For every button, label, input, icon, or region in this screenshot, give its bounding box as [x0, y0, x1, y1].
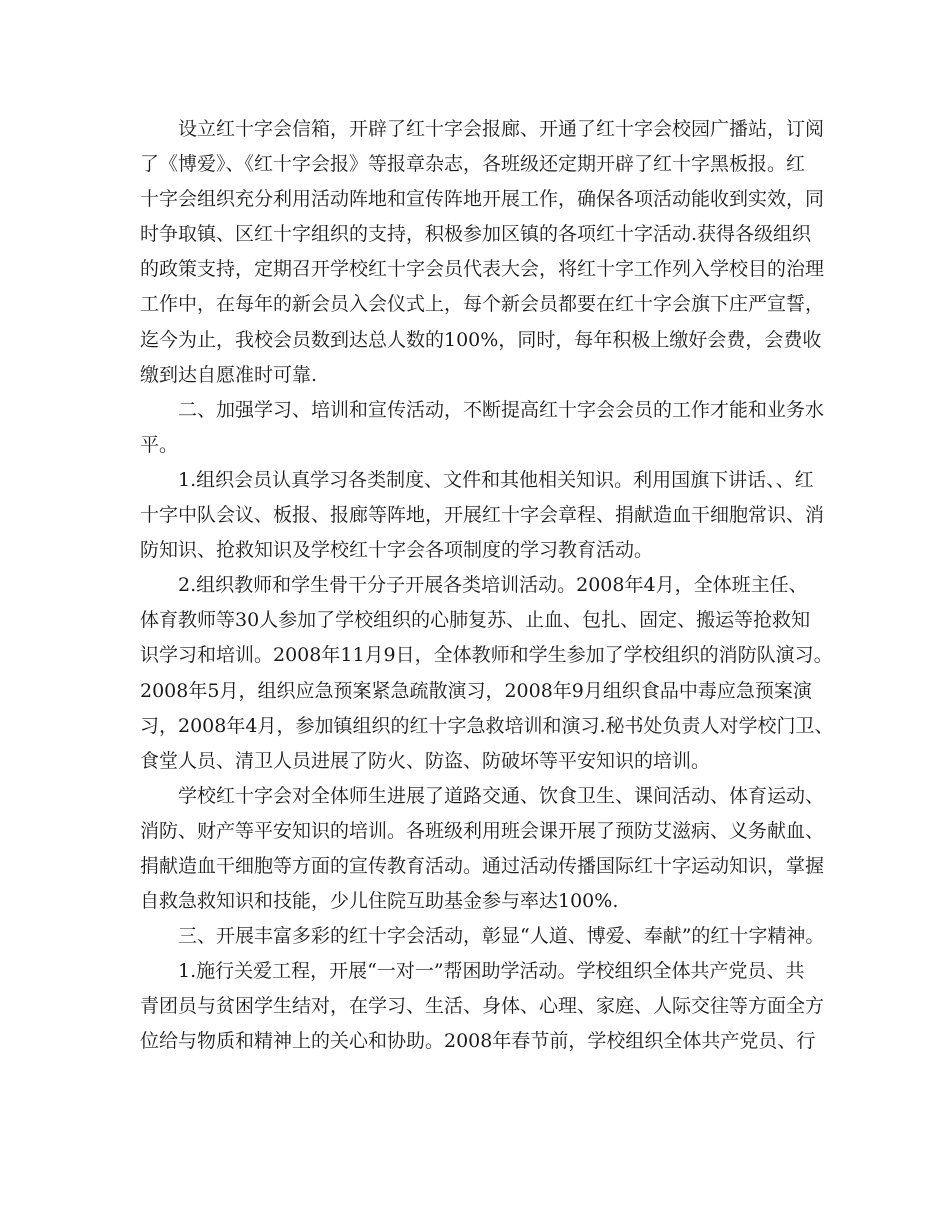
text-line: 2.组织教师和学生骨干分子开展各类培训活动。2008年4月，全体班主任、: [140, 574, 808, 597]
text-line: 食堂人员、清卫人员进展了防火、防盗、防破坏等平安知识的培训。: [140, 749, 711, 772]
text-line: 缴到达自愿准时可靠.: [140, 363, 318, 386]
text-line: 迄今为止，我校会员数到达总人数的100%，同时，每年积极上缴好会费，会费收: [140, 328, 822, 351]
text-line: 习，2008年4月，参加镇组织的红十字急救培训和演习.秘书处负责人对学校门卫、: [140, 714, 834, 737]
document-body: [140, 112, 834, 1060]
text-line: 2008年5月，组织应急预案紧急疏散演习，2008年9月组织食品中毒应急预案演: [140, 679, 812, 702]
text-line: 设立红十字会信箱，开辟了红十字会报廊、开通了红十字会校园广播站，订阅: [140, 118, 825, 140]
text-line: 时争取镇、区红十字组织的支持，积极参加区镇的各项红十字活动.获得各级组织: [140, 223, 812, 246]
text-line: 十字会组织充分利用活动阵地和宣传阵地开展工作，确保各项活动能收到实效，同: [140, 188, 825, 211]
text-line: 消防、财产等平安知识的培训。各班级利用班会课开展了预防艾滋病、义务献血、: [140, 819, 825, 842]
text-line: 三、开展丰富多彩的红十字会活动，彰显“人道、博爱、奉献”的红十字精神。: [140, 925, 825, 948]
text-line: 1.组织会员认真学习各类制度、文件和其他相关知识。利用国旗下讲话、、红: [140, 468, 814, 491]
text-line: 1.施行关爱工程，开展“一对一”帮困助学活动。学校组织全体共产党员、共: [140, 960, 805, 983]
text-line: 工作中，在每年的新会员入会仪式上，每个新会员都要在红十字会旗下庄严宣誓，: [140, 293, 825, 316]
text-line: 青团员与贫困学生结对，在学习、生活、身体、心理、家庭、人际交往等方面全方: [140, 995, 825, 1018]
text-line: 学校红十字会对全体师生进展了道路交通、饮食卫生、课间活动、体育运动、: [140, 784, 825, 807]
text-line: 了《博爱》、《红十字会报》等报章杂志，各班级还定期开辟了红十字黑板报。红: [140, 153, 806, 176]
text-line: 的政策支持，定期召开学校红十字会员代表大会，将红十字工作列入学校目的治理: [140, 258, 825, 281]
text-line: 二、加强学习、培训和宣传活动，不断提高红十字会会员的工作才能和业务水: [140, 398, 825, 421]
text-line: 平。: [140, 433, 179, 456]
text-line: 体育教师等30人参加了学校组织的心肺复苏、止血、包扎、固定、搬运等抢救知: [140, 609, 811, 632]
text-line: 防知识、抢救知识及学校红十字会各项制度的学习教育活动。: [140, 539, 654, 562]
text-line: 捐献造血干细胞等方面的宣传教育活动。通过活动传播国际红十字运动知识，掌握: [140, 854, 825, 877]
text-line: 自救急救知识和技能，少儿住院互助基金参与率达100%.: [140, 890, 619, 913]
text-line: 位给与物质和精神上的关心和协助。2008年春节前，学校组织全体共产党员、行: [140, 1030, 816, 1053]
text-line: 十字中队会议、板报、报廊等阵地，开展红十字会章程、捐献造血干细胞常识、消: [140, 504, 825, 527]
text-line: 识学习和培训。2008年11月9日，全体教师和学生参加了学校组织的消防队演习。: [140, 644, 833, 667]
